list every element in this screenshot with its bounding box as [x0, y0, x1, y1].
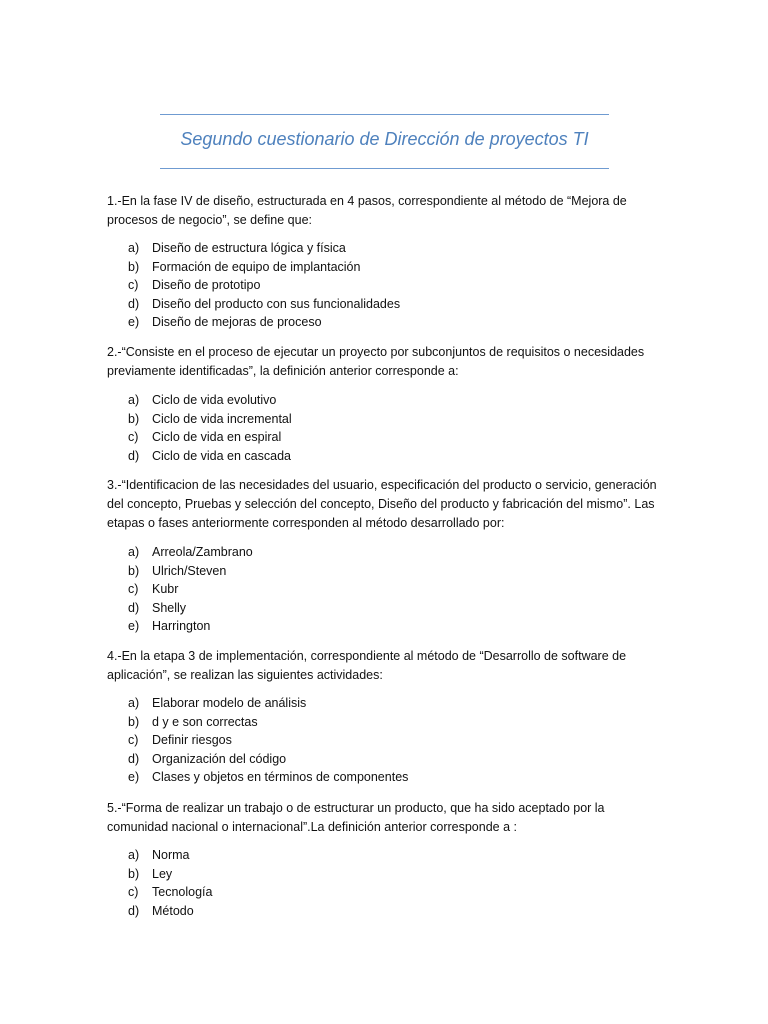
answer-option [107, 410, 667, 429]
option-text: Ciclo de vida en cascada [152, 448, 291, 463]
answer-option [107, 694, 667, 713]
answer-options [107, 694, 667, 787]
answer-option [107, 562, 667, 581]
option-letter: b) [128, 411, 140, 426]
option-letter: c) [128, 278, 139, 293]
option-letter: e) [128, 619, 140, 634]
question-text: 3.-“Identificacion de las necesidades del usuario, especificación del producto o servicio, generación del concepto, Pruebas y selección del concepto, Diseño del producto y fabricación del mismo”. Las etapas o fases anteriormente corresponden al método desarrollado por: [107, 478, 657, 530]
title-bottom-rule [160, 168, 609, 169]
answer-option [107, 902, 667, 921]
answer-option [107, 447, 667, 466]
option-letter: a) [128, 696, 140, 710]
question-4 [107, 647, 667, 787]
option-letter: a) [128, 241, 140, 255]
question-text: 2.-“Consiste en el proceso de ejecutar un proyecto por subconjuntos de requisitos o necesidades previamente identificadas”, la definición anterior corresponde a: [107, 345, 645, 378]
question-text: 5.-“Forma de realizar un trabajo o de estructurar un producto, que ha sido aceptado por la comunidad nacional o internacional”.La definición anterior corresponde a : [107, 801, 605, 834]
answer-option [107, 846, 667, 865]
option-text: Ulrich/Steven [152, 563, 227, 578]
option-text: Elaborar modelo de análisis [152, 696, 307, 710]
question-1 [107, 192, 667, 332]
option-text: Diseño de estructura lógica y física [152, 241, 346, 255]
answer-option [107, 768, 667, 787]
question-5 [107, 799, 667, 920]
answer-options [107, 239, 667, 332]
option-text: Ciclo de vida en espiral [152, 430, 282, 445]
answer-options [107, 846, 667, 920]
option-text: Definir riesgos [152, 733, 232, 748]
answer-option [107, 313, 667, 332]
option-text: Kubr [152, 582, 179, 597]
question-3 [107, 476, 667, 636]
answer-option [107, 617, 667, 636]
option-text: Arreola/Zambrano [152, 545, 253, 559]
option-text: Harrington [152, 619, 211, 634]
option-letter: a) [128, 848, 140, 862]
option-text: Diseño de mejoras de proceso [152, 315, 322, 330]
option-letter: c) [128, 582, 139, 597]
option-text: Ciclo de vida evolutivo [152, 393, 277, 407]
option-letter: e) [128, 770, 140, 785]
answer-option [107, 543, 667, 562]
option-letter: d) [128, 751, 140, 766]
question-2 [107, 343, 667, 465]
question-text: 4.-En la etapa 3 de implementación, correspondiente al método de “Desarrollo de software de aplicación”, se realizan las siguientes actividades: [107, 649, 627, 682]
option-text: Diseño del producto con sus funcionalidades [152, 296, 401, 311]
answer-options [107, 543, 667, 636]
answer-option [107, 865, 667, 884]
option-text: Diseño de prototipo [152, 278, 261, 293]
option-text: Ciclo de vida incremental [152, 411, 292, 426]
answer-option [107, 295, 667, 314]
answer-option [107, 239, 667, 258]
answer-option [107, 883, 667, 902]
answer-option [107, 276, 667, 295]
option-letter: c) [128, 885, 139, 900]
answer-options [107, 391, 667, 465]
answer-option [107, 750, 667, 769]
option-letter: e) [128, 315, 140, 330]
answer-option [107, 580, 667, 599]
document-title: Segundo cuestionario de Dirección de proyectos TI [180, 129, 589, 149]
option-letter: b) [128, 714, 140, 729]
option-letter: d) [128, 296, 140, 311]
option-letter: d) [128, 600, 140, 615]
option-text: Norma [152, 848, 190, 862]
option-letter: d) [128, 448, 140, 463]
option-text: Organización del código [152, 751, 287, 766]
answer-option [107, 713, 667, 732]
option-text: Shelly [152, 600, 187, 615]
option-letter: c) [128, 430, 139, 445]
option-letter: a) [128, 393, 140, 407]
option-letter: b) [128, 563, 140, 578]
option-letter: c) [128, 733, 139, 748]
option-letter: b) [128, 259, 140, 274]
option-text: Formación de equipo de implantación [152, 259, 361, 274]
answer-option [107, 258, 667, 277]
title-block [160, 114, 609, 170]
option-text: Método [152, 903, 194, 918]
option-text: d y e son correctas [152, 714, 258, 729]
option-letter: a) [128, 545, 140, 559]
option-letter: b) [128, 866, 140, 881]
question-text: 1.-En la fase IV de diseño, estructurada en 4 pasos, correspondiente al método de “Mejora de procesos de negocio”, se define que: [107, 194, 627, 227]
answer-option [107, 599, 667, 618]
option-text: Tecnología [152, 885, 213, 900]
title-top-rule [160, 114, 609, 115]
option-text: Ley [152, 866, 173, 881]
answer-option [107, 428, 667, 447]
option-letter: d) [128, 903, 140, 918]
answer-option [107, 391, 667, 410]
option-text: Clases y objetos en términos de componentes [152, 770, 409, 785]
answer-option [107, 731, 667, 750]
